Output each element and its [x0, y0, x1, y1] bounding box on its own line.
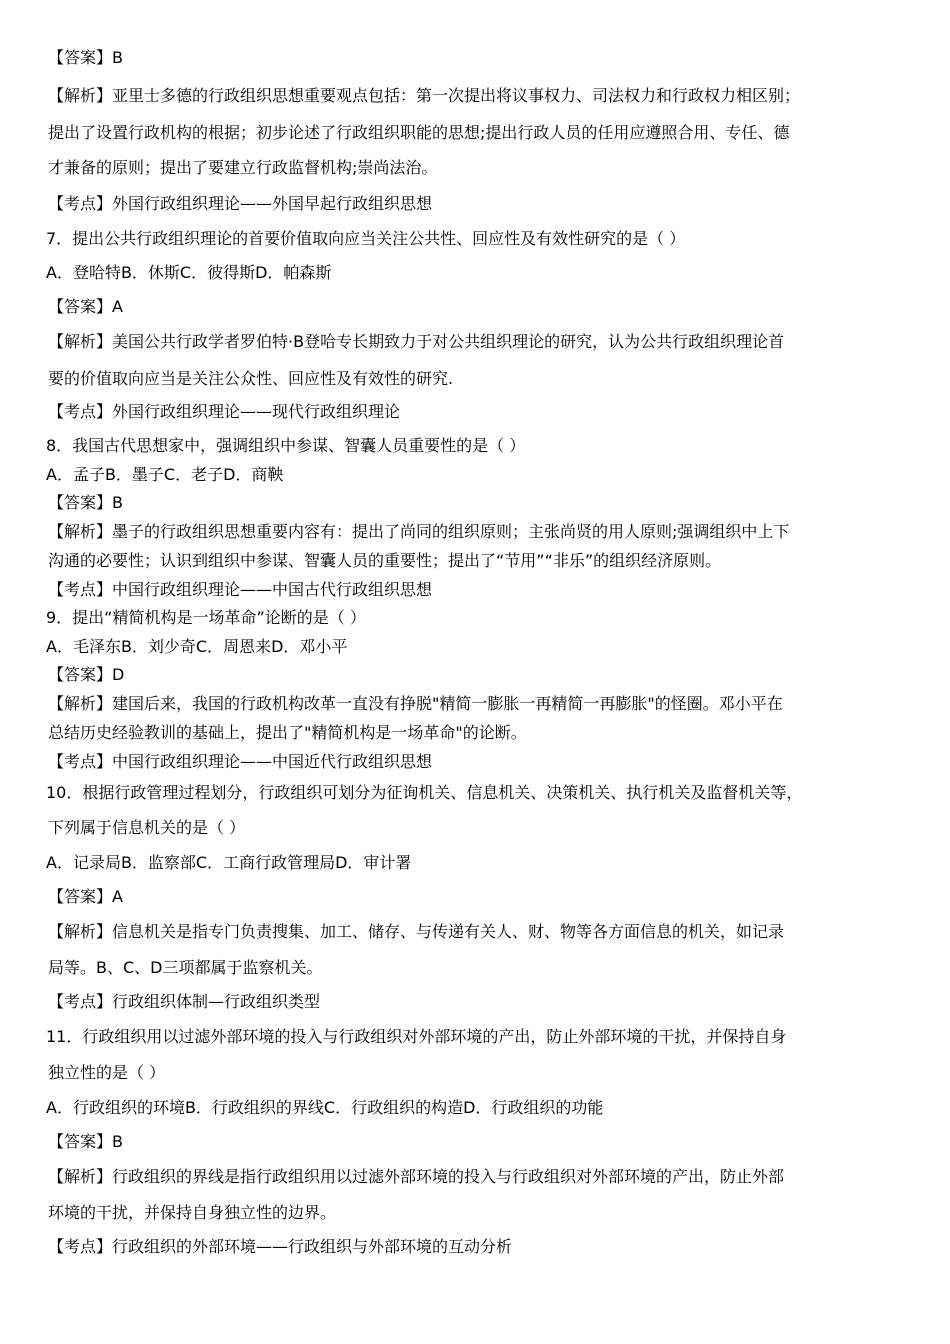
options-10: A．记录局B．监察部C．工商行政管理局D．审计署 [46, 853, 412, 872]
topic-line: 【考点】外国行政组织理论——现代行政组织理论 [48, 402, 401, 421]
question-10-cont: 下列属于信息机关的是（ ） [48, 818, 246, 837]
explanation-line: 环境的干扰，并保持自身独立性的边界。 [48, 1203, 337, 1222]
answer-line: 【答案】A [48, 887, 123, 906]
topic-line: 【考点】中国行政组织理论——中国近代行政组织思想 [48, 752, 433, 771]
answer-line: 【答案】B [48, 493, 123, 512]
explanation-line: 总结历史经验教训的基础上，提出了"精简机构是一场革命"的论断。 [48, 723, 527, 742]
topic-line: 【考点】行政组织的外部环境——行政组织与外部环境的互动分析 [48, 1237, 513, 1256]
explanation-line: 沟通的必要性；认识到组织中参谋、智囊人员的重要性；提出了“节用”“非乐”的组织经济原则。 [48, 551, 722, 570]
question-11-cont: 独立性的是（ ） [48, 1063, 166, 1082]
answer-line: 【答案】B [48, 48, 123, 67]
question-10: 10．根据行政管理过程划分，行政组织可划分为征询机关、信息机关、决策机关、执行机关及监督机关等， [46, 783, 803, 802]
explanation-line: 【解析】行政组织的界线是指行政组织用以过滤外部环境的投入与行政组织对外部环境的产出，防止外部 [48, 1167, 785, 1186]
question-8: 8．我国古代思想家中，强调组织中参谋、智囊人员重要性的是（ ） [46, 436, 526, 455]
options-7: A．登哈特B．休斯C．彼得斯D．帕森斯 [46, 263, 332, 282]
topic-line: 【考点】行政组织体制—行政组织类型 [48, 992, 321, 1011]
explanation-line: 局等。B、C、D三项都属于监察机关。 [48, 958, 323, 977]
question-11: 11．行政组织用以过滤外部环境的投入与行政组织对外部环境的产出，防止外部环境的干扰，并保持自身 [46, 1027, 787, 1046]
options-9: A．毛泽东B．刘少奇C．周恩来D．邓小平 [46, 637, 348, 656]
topic-line: 【考点】中国行政组织理论——中国古代行政组织思想 [48, 580, 433, 599]
options-8: A．孟子B．墨子C．老子D．商鞅 [46, 465, 284, 484]
question-9: 9．提出“精简机构是一场革命”论断的是（ ） [46, 608, 366, 627]
explanation-line: 才兼备的原则；提出了要建立行政监督机构;崇尚法治。 [48, 158, 438, 177]
explanation-line: 【解析】亚里士多德的行政组织思想重要观点包括：第一次提出将议事权力、司法权力和行政权力相区别； [48, 86, 801, 105]
explanation-line: 【解析】墨子的行政组织思想重要内容有：提出了尚同的组织原则；主张尚贤的用人原则;强调组织中上下 [48, 522, 790, 541]
explanation-line: 提出了设置行政机构的根据；初步论述了行政组织职能的思想;提出行政人员的任用应遵照合用、专任、德 [48, 123, 790, 142]
topic-line: 【考点】外国行政组织理论——外国早起行政组织思想 [48, 194, 433, 213]
explanation-line: 要的价值取向应当是关注公众性、回应性及有效性的研究. [48, 369, 454, 388]
explanation-line: 【解析】美国公共行政学者罗伯特·B登哈专长期致力于对公共组织理论的研究，认为公共行政组织理论首 [48, 332, 785, 351]
options-11: A．行政组织的环境B．行政组织的界线C．行政组织的构造D．行政组织的功能 [46, 1098, 604, 1117]
explanation-line: 【解析】信息机关是指专门负责搜集、加工、储存、与传递有关人、财、物等各方面信息的机关，如记录 [48, 922, 785, 941]
explanation-line: 【解析】建国后来，我国的行政机构改革一直没有挣脱"精简一膨胀一再精简一再膨胀"的怪圈。邓小平在 [48, 694, 783, 713]
answer-line: 【答案】B [48, 1132, 123, 1151]
answer-line: 【答案】A [48, 297, 123, 316]
answer-line: 【答案】D [48, 665, 125, 684]
question-7: 7．提出公共行政组织理论的首要价值取向应当关注公共性、回应性及有效性研究的是（ ） [46, 229, 686, 248]
